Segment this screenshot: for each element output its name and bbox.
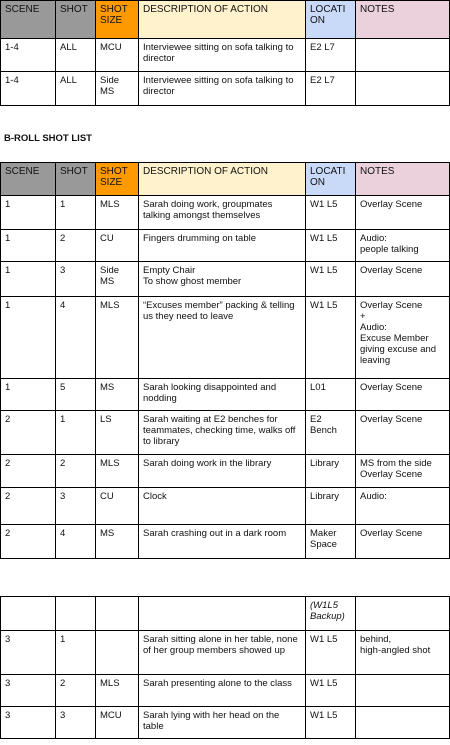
- cell-location: W1 L5: [306, 230, 356, 262]
- cell-shot-size: MLS: [96, 455, 139, 488]
- header-shot-size: SHOT SIZE: [96, 163, 139, 196]
- header-shot: SHOT: [56, 163, 96, 196]
- cell-location: E2 L7: [306, 39, 356, 72]
- table-row: [1, 675, 450, 707]
- cell-notes: MS from the side Overlay Scene: [356, 455, 450, 488]
- table-row: [1, 597, 450, 631]
- cell-scene: 1-4: [1, 39, 56, 72]
- cell-shot: 2: [56, 675, 96, 707]
- cell-description: Sarah sitting alone in her table, none of her group members showed up: [139, 631, 306, 675]
- header-shot: SHOT: [56, 1, 96, 39]
- cell-location: W1 L5: [306, 631, 356, 675]
- cell-scene: 1: [1, 230, 56, 262]
- broll-shot-table: [0, 162, 450, 559]
- header-location: LOCATI ON: [306, 163, 356, 196]
- cell-notes: Audio: people talking: [356, 230, 450, 262]
- cell-description: Sarah doing work, groupmates talking amongst themselves: [139, 196, 306, 230]
- cell-shot-size: CU: [96, 488, 139, 525]
- cell-shot-size: MCU: [96, 39, 139, 72]
- cell-location: L01: [306, 379, 356, 411]
- table-row: [1, 196, 450, 230]
- cell-shot: 3: [56, 707, 96, 739]
- cell-scene: 1: [1, 262, 56, 297]
- header-description: DESCRIPTION OF ACTION: [139, 163, 306, 196]
- cell-shot: 2: [56, 230, 96, 262]
- cell-description: “Excuses member” packing & telling us they need to leave: [139, 297, 306, 379]
- cell-scene: 1: [1, 196, 56, 230]
- cell-notes: [356, 72, 450, 106]
- cell-notes: Overlay Scene: [356, 262, 450, 297]
- table-row: [1, 262, 450, 297]
- table-header-row: [1, 1, 450, 39]
- cell-shot: 4: [56, 297, 96, 379]
- broll-section-title: B-ROLL SHOT LIST: [4, 133, 92, 144]
- cell-scene: 1-4: [1, 72, 56, 106]
- table-row: [1, 411, 450, 455]
- cell-shot-size: Side MS: [96, 72, 139, 106]
- cell-shot: 3: [56, 488, 96, 525]
- cell-shot-size: MCU: [96, 707, 139, 739]
- cell-shot: 1: [56, 631, 96, 675]
- cell-notes: [356, 675, 450, 707]
- cell-shot-size: Side MS: [96, 262, 139, 297]
- cell-description: Interviewee sitting on sofa talking to director: [139, 39, 306, 72]
- cell-shot-size: MLS: [96, 297, 139, 379]
- cell-description: Sarah looking disappointed and nodding: [139, 379, 306, 411]
- table-row: [1, 455, 450, 488]
- backup-shot-table: [0, 596, 450, 739]
- cell-shot: [56, 597, 96, 631]
- cell-location: W1 L5: [306, 675, 356, 707]
- header-scene: SCENE: [1, 1, 56, 39]
- cell-shot-size: MLS: [96, 675, 139, 707]
- cell-scene: 2: [1, 411, 56, 455]
- interview-shot-table: [0, 0, 450, 106]
- cell-notes: [356, 39, 450, 72]
- cell-scene: [1, 597, 56, 631]
- cell-location: Maker Space: [306, 525, 356, 559]
- cell-notes: Overlay Scene: [356, 379, 450, 411]
- table-row: [1, 297, 450, 379]
- cell-shot: ALL: [56, 72, 96, 106]
- cell-shot-size: LS: [96, 411, 139, 455]
- table-row: [1, 39, 450, 72]
- header-scene: SCENE: [1, 163, 56, 196]
- cell-scene: 3: [1, 631, 56, 675]
- table-row: [1, 631, 450, 675]
- cell-shot: 1: [56, 411, 96, 455]
- cell-scene: 3: [1, 675, 56, 707]
- cell-notes: behind, high-angled shot: [356, 631, 450, 675]
- cell-location: E2 L7: [306, 72, 356, 106]
- cell-notes: Audio:: [356, 488, 450, 525]
- cell-location: E2 Bench: [306, 411, 356, 455]
- cell-shot-size: CU: [96, 230, 139, 262]
- cell-description: Clock: [139, 488, 306, 525]
- cell-description: Sarah lying with her head on the table: [139, 707, 306, 739]
- cell-shot: 5: [56, 379, 96, 411]
- cell-scene: 2: [1, 488, 56, 525]
- cell-scene: 2: [1, 525, 56, 559]
- cell-notes: Overlay Scene + Audio: Excuse Member giving excuse and leaving: [356, 297, 450, 379]
- cell-description: Sarah doing work in the library: [139, 455, 306, 488]
- cell-location: Library: [306, 455, 356, 488]
- cell-scene: 1: [1, 379, 56, 411]
- cell-description: Empty Chair To show ghost member: [139, 262, 306, 297]
- cell-notes: Overlay Scene: [356, 196, 450, 230]
- table-row: [1, 230, 450, 262]
- cell-description: Sarah crashing out in a dark room: [139, 525, 306, 559]
- header-shot-size: SHOT SIZE: [96, 1, 139, 39]
- header-location: LOCATI ON: [306, 1, 356, 39]
- cell-scene: 1: [1, 297, 56, 379]
- table-row: [1, 379, 450, 411]
- cell-description: Sarah presenting alone to the class: [139, 675, 306, 707]
- cell-location: W1 L5: [306, 262, 356, 297]
- header-notes: NOTES: [356, 1, 450, 39]
- cell-description: Sarah waiting at E2 benches for teammates, checking time, walks off to library: [139, 411, 306, 455]
- header-description: DESCRIPTION OF ACTION: [139, 1, 306, 39]
- table-row: [1, 525, 450, 559]
- table-header-row: [1, 163, 450, 196]
- table-row: [1, 72, 450, 106]
- cell-notes: Overlay Scene: [356, 525, 450, 559]
- cell-shot: 4: [56, 525, 96, 559]
- header-notes: NOTES: [356, 163, 450, 196]
- cell-shot: ALL: [56, 39, 96, 72]
- cell-location: Library: [306, 488, 356, 525]
- cell-scene: 2: [1, 455, 56, 488]
- cell-scene: 3: [1, 707, 56, 739]
- cell-description: Fingers drumming on table: [139, 230, 306, 262]
- cell-location: W1 L5: [306, 297, 356, 379]
- cell-shot-size: [96, 631, 139, 675]
- table-row: [1, 707, 450, 739]
- cell-shot: 3: [56, 262, 96, 297]
- cell-location: W1 L5: [306, 196, 356, 230]
- cell-notes: [356, 597, 450, 631]
- cell-shot-size: MS: [96, 379, 139, 411]
- cell-shot: 1: [56, 196, 96, 230]
- cell-shot-size: MLS: [96, 196, 139, 230]
- table-row: [1, 488, 450, 525]
- cell-shot-size: MS: [96, 525, 139, 559]
- cell-description: Interviewee sitting on sofa talking to director: [139, 72, 306, 106]
- cell-location-backup: (W1L5 Backup): [306, 597, 356, 631]
- cell-shot-size: [96, 597, 139, 631]
- cell-shot: 2: [56, 455, 96, 488]
- cell-description: [139, 597, 306, 631]
- cell-location: W1 L5: [306, 707, 356, 739]
- cell-notes: [356, 707, 450, 739]
- cell-notes: Overlay Scene: [356, 411, 450, 455]
